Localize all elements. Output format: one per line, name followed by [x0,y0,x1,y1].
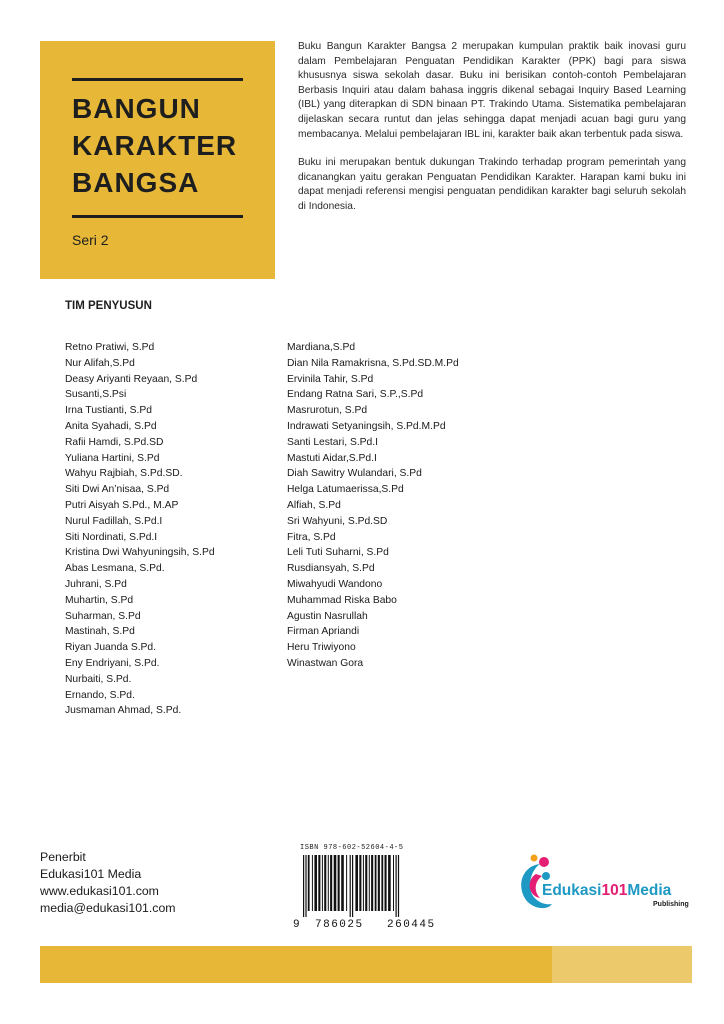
team-member: Miwahyudi Wandono [287,578,383,590]
barcode-guard-bar [396,855,397,917]
team-member: Sri Wahyuni, S.Pd.SD [287,515,388,527]
barcode-guard-bar [303,855,304,917]
team-member: Kristina Dwi Wahyuningsih, S.Pd [65,547,215,559]
publisher-website: www.edukasi101.com [40,884,159,898]
logo-wordmark [542,882,671,900]
barcode-bar [381,855,383,911]
publisher-info [40,849,176,917]
barcode-guard-bar [352,855,353,917]
team-member: Ervinila Tahir, S.Pd [287,373,374,385]
team-member: Siti Nordinati, S.Pd.I [65,531,158,543]
team-member: Irna Tustianti, S.Pd [65,405,152,417]
barcode-bar [385,855,387,911]
book-description [298,40,686,229]
team-member: Eny Endriyani, S.Pd. [65,657,160,669]
barcode-bar [330,855,332,911]
team-heading: TIM PENYUSUN [65,300,152,312]
barcode-bar [308,855,310,911]
publisher-name: Edukasi101 Media [40,867,142,881]
title-line-1: BANGUN [72,93,201,124]
title-line-3: BANGSA [72,167,200,198]
team-member: Retno Pratiwi, S.Pd [65,342,155,353]
team-member: Siti Dwi An’nisaa, S.Pd [65,484,170,496]
description-paragraph-2: Buku ini merupakan bentuk dukungan Trakindo terhadap program pemerintah yang dicanangkan yaitu gerakan Penguatan Pendidikan Karakter. Harapan kami buku ini dapat menjadi referensi mengisi penguatan pendidikan karakter bagi seluruh sekolah di Indonesia. [298,157,686,212]
footer-bar [40,946,692,983]
team-member: Riyan Juanda S.Pd. [65,642,157,654]
barcode-guard-bar [350,855,351,917]
publisher-email: media@edukasi101.com [40,901,176,915]
team-member: Rafii Hamdi, S.Pd.SD [65,436,164,448]
barcode-bar [393,855,394,911]
barcode-bar [369,855,370,911]
logo-word-media: Media [627,882,672,899]
team-member: Nur Alifah,S.Pd [65,357,135,369]
barcode-bar [312,855,313,911]
team-member: Wahyu Rajbiah, S.Pd.SD. [65,468,183,480]
barcode-digits-3: 260445 [387,919,436,929]
barcode-digits-2: 786025 [315,919,364,929]
team-member: Diah Sawitry Wulandari, S.Pd [287,468,422,480]
barcode-bar [359,855,361,911]
barcode-bar [363,855,364,911]
barcode-bar [346,855,347,911]
team-member: Agustin Nasrullah [287,610,368,622]
barcode-bar [388,855,391,911]
barcode-bar [322,855,323,911]
isbn-text: ISBN 978-602-52604-4-5 [300,844,404,852]
team-member: Muhartin, S.Pd [65,594,134,606]
team-member: Putri Aisyah S.Pd., M.AP [65,499,179,511]
team-member: Juhrani, S.Pd [65,578,127,590]
team-member: Helga Latumaerissa,S.Pd [287,484,404,496]
team-member: Winastwan Gora [287,657,364,669]
team-member: Mastuti Aidar,S.Pd.I [287,452,377,464]
footer-bar-light [552,946,692,983]
team-member: Deasy Ariyanti Reyaan, S.Pd [65,373,198,385]
cover-title-box [40,41,275,279]
series-label: Seri 2 [72,232,109,248]
team-member: Susanti,S.Psi [65,389,127,401]
barcode-bar [341,855,344,911]
team-member: Muhammad Riska Babo [287,594,397,606]
barcode-guard-bar [305,855,306,917]
title-rule-bottom [72,215,243,218]
footer-bar-dark [40,946,552,983]
team-member: Ernando, S.Pd. [65,689,135,701]
barcode-bar [314,855,317,911]
barcode-bar [365,855,367,911]
team-member: Fitra, S.Pd [287,531,336,543]
barcode-bar [371,855,373,911]
logo-word-101: 101 [601,882,628,899]
logo-word-edukasi: Edukasi [542,882,602,899]
isbn-barcode [293,855,468,929]
barcode-bar [375,855,377,911]
description-paragraph-1: Buku Bangun Karakter Bangsa 2 merupakan kumpulan praktik baik inovasi guru dalam Pembelajaran Penguatan Pendidikan Karakter (PPK) bagi para siswa khususnya siswa sekolah dasar. Buku ini berisikan contoh-contoh Pembelajaran Berbasis Inquiri atau dalam bahasa inggris dikenal sebagai Inquiry Based Learning (IBL) yang diterapkan di SDN binaan PT. Trakindo Utama. Sistematika pembelajaran dijelaskan secara runtut dan jelas sehingga dapat menjadi acuan bagi guru yang membacanya. Melalui pembelajaran IBL ini, karakter baik akan terbentuk pada siswa. [298,41,686,140]
team-member: Firman Apriandi [287,626,360,638]
team-member: Endang Ratna Sari, S.P.,S.Pd [287,389,424,401]
team-column-1 [65,340,215,719]
barcode-guard-bar [398,855,399,917]
team-member: Mardiana,S.Pd [287,342,356,353]
team-member: Suharman, S.Pd [65,610,141,622]
team-member: Alfiah, S.Pd [287,499,341,511]
logo-subtitle: Publishing [653,901,689,908]
barcode-bar [318,855,320,911]
team-member: Leli Tuti Suharni, S.Pd [287,547,389,559]
title-rule-top [72,78,243,81]
team-member: Heru Triwiyono [287,642,356,654]
team-member: Nurul Fadillah, S.Pd.I [65,515,163,527]
barcode-digits-1: 9 [293,919,302,929]
team-member: Dian Nila Ramakrisna, S.Pd.SD.M.Pd [287,357,459,369]
publisher-label: Penerbit [40,850,86,864]
team-member: Santi Lestari, S.Pd.I [287,436,379,448]
barcode-bar [328,855,329,911]
team-member: Indrawati Setyaningsih, S.Pd.M.Pd [287,420,446,432]
team-column-2 [287,340,459,672]
title-line-2: KARAKTER [72,130,238,161]
team-member: Mastinah, S.Pd [65,626,135,638]
barcode-bar [324,855,326,911]
team-member: Abas Lesmana, S.Pd. [65,563,165,575]
barcode-bar [338,855,340,911]
barcode-bar [334,855,337,911]
team-member: Masrurotun, S.Pd [287,405,368,417]
team-member: Anita Syahadi, S.Pd [65,420,157,432]
team-member: Nurbaiti, S.Pd. [65,673,132,685]
team-member: Rusdiansyah, S.Pd [287,563,375,575]
team-member: Yuliana Hartini, S.Pd [65,452,160,464]
barcode-bar [355,855,358,911]
team-member: Jusmaman Ahmad, S.Pd. [65,705,182,717]
barcode-bar [378,855,380,911]
